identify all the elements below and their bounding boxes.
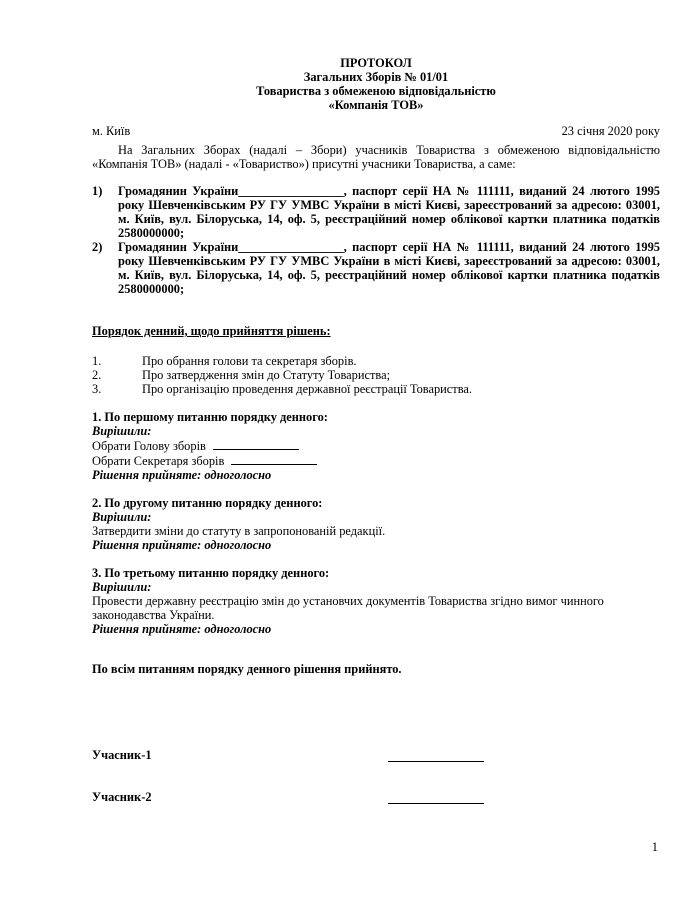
place: м. Київ bbox=[92, 124, 131, 138]
agenda-title: Порядок денний, щодо прийняття рішень: bbox=[92, 324, 331, 338]
chairman-blank-line bbox=[213, 438, 299, 450]
signature-label: Учасник-2 bbox=[92, 790, 152, 804]
agenda-number: 3. bbox=[92, 382, 102, 396]
participant-text: Громадянин України_________________, паспорт серії НА № 111111, виданий 24 лютого 1995 року Шевченківським РУ ГУ УМВС України в місті Києві, зареєстрований за адресою: 03001, м. Київ, вул. Білоруська, 14, оф. 5, реєстраційний номер облікової картки платника податків 2580000000; bbox=[118, 240, 660, 296]
elect-secretary-label: Обрати Секретаря зборів bbox=[92, 454, 225, 468]
question-1-result: Рішення прийняте: одноголосно bbox=[92, 468, 272, 482]
agenda-text: Про обрання голови та секретаря зборів. bbox=[142, 354, 357, 368]
conclusion: По всім питанням порядку денного рішення прийнято. bbox=[92, 662, 402, 676]
agenda-item bbox=[92, 354, 660, 368]
agenda-text: Про затвердження змін до Статуту Товариства; bbox=[142, 368, 391, 382]
intro-paragraph: На Загальних Зборах (надалі – Збори) учасників Товариства з обмеженою відповідальністю «Компанія ТОВ» (надалі - «Товариство») присутні учасники Товариства, а саме: bbox=[92, 143, 660, 171]
question-1-section bbox=[92, 410, 660, 482]
document-header bbox=[92, 56, 660, 112]
question-3-decided: Вирішили: bbox=[92, 580, 152, 594]
secretary-blank-line bbox=[231, 453, 317, 465]
question-2-decided: Вирішили: bbox=[92, 510, 152, 524]
signature-label: Учасник-1 bbox=[92, 748, 152, 762]
participants-list bbox=[92, 184, 660, 296]
document-title: ПРОТОКОЛ bbox=[340, 56, 412, 70]
agenda-list bbox=[92, 354, 660, 396]
participant-text: Громадянин України_________________, паспорт серії НА № 111111, виданий 24 лютого 1995 року Шевченківським РУ ГУ УМВС України в місті Києві, зареєстрований за адресою: 03001, м. Київ, вул. Білоруська, 14, оф. 5, реєстраційний номер облікової картки платника податків 2580000000; bbox=[118, 184, 660, 240]
agenda-number: 2. bbox=[92, 368, 102, 382]
question-3-section bbox=[92, 566, 660, 636]
question-1-heading: 1. По першому питанню порядку денного: bbox=[92, 410, 328, 424]
participant-number: 1) bbox=[92, 184, 103, 198]
elect-secretary-line bbox=[92, 453, 660, 468]
header-line-3: Товариства з обмеженою відповідальністю bbox=[256, 84, 496, 98]
place-date-row bbox=[92, 124, 660, 138]
participant-item bbox=[92, 240, 660, 296]
elect-chairman-label: Обрати Голову зборів bbox=[92, 439, 206, 453]
question-2-text: Затвердити зміни до статуту в запропонованій редакції. bbox=[92, 524, 386, 538]
signature-line bbox=[388, 793, 484, 804]
header-line-2: Загальних Зборів № 01/01 bbox=[303, 70, 449, 84]
elect-chairman-line bbox=[92, 438, 660, 453]
question-3-text: Провести державну реєстрацію змін до установчих документів Товариства згідно вимог чинного законодавства України. bbox=[92, 594, 604, 622]
page-number: 1 bbox=[651, 840, 658, 854]
participant-item bbox=[92, 184, 660, 240]
participant-number: 2) bbox=[92, 240, 103, 254]
question-3-result: Рішення прийняте: одноголосно bbox=[92, 622, 272, 636]
signature-line bbox=[388, 751, 484, 762]
agenda-item bbox=[92, 382, 660, 396]
question-2-heading: 2. По другому питанню порядку денного: bbox=[92, 496, 323, 510]
header-line-4: «Компанія ТОВ» bbox=[328, 98, 424, 112]
agenda-number: 1. bbox=[92, 354, 102, 368]
date: 23 січня 2020 року bbox=[561, 124, 660, 138]
signature-row-1 bbox=[92, 748, 660, 762]
agenda-item bbox=[92, 368, 660, 382]
question-2-result: Рішення прийняте: одноголосно bbox=[92, 538, 272, 552]
question-1-decided: Вирішили: bbox=[92, 424, 152, 438]
document-page bbox=[92, 56, 660, 804]
question-3-heading: 3. По третьому питанню порядку денного: bbox=[92, 566, 330, 580]
signature-row-2 bbox=[92, 790, 660, 804]
agenda-text: Про організацію проведення державної реєстрації Товариства. bbox=[142, 382, 473, 396]
question-2-section bbox=[92, 496, 660, 552]
